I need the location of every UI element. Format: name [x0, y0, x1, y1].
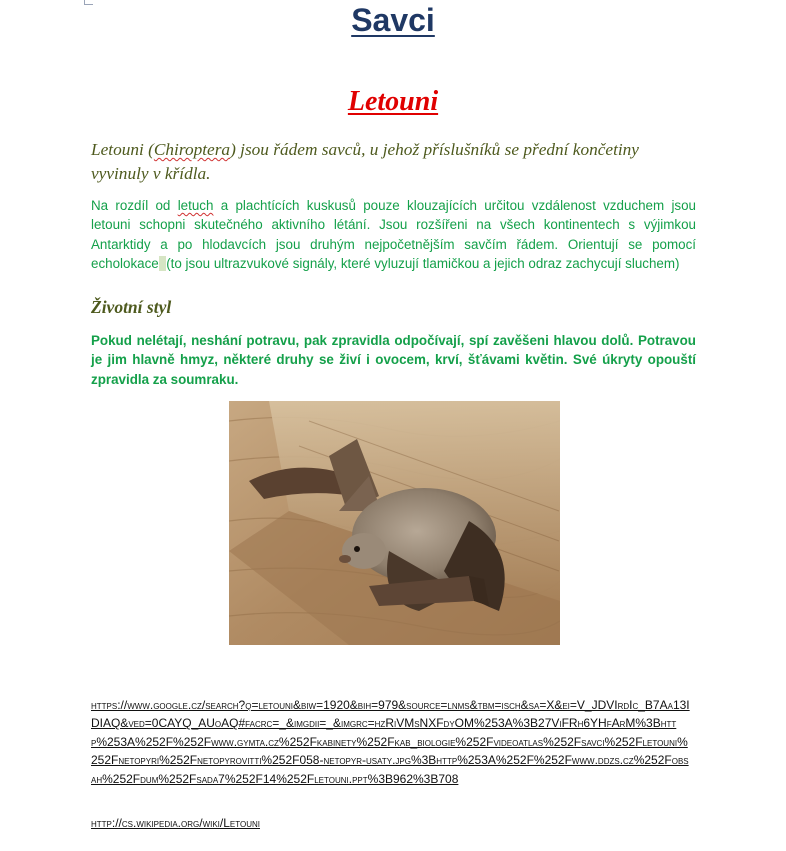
bat-photo [229, 401, 560, 645]
intro-before: Letouni ( [91, 140, 154, 159]
description-paragraph [91, 196, 696, 273]
intro-paragraph [91, 138, 691, 186]
section-heading-text: Letouni [347, 86, 439, 117]
latin-name: Chiroptera [153, 140, 231, 159]
subsection-title: Životní styl [91, 297, 172, 317]
word-letuch: letuch [177, 198, 214, 213]
intro-after: ) jsou řádem savců, u jehož příslušníků se přední končetiny vyvinuly v křídla. [91, 140, 639, 183]
lifestyle-paragraph: Pokud nelétají, neshání potravu, pak zpravidla odpočívají, spí zavěšeni hlavou dolů. Potravou je jim hlavně hmyz, některé druhy se živí i ovocem, krví, šťávami květin. Své úkryty opouští zpravidla za soumraku. [91, 333, 696, 387]
bat-image [229, 401, 560, 645]
para1-part2: a plachtících kuskusů pouze klouzajících určitou vzdálenost vzduchem jsou letouni schopni skutečného aktivního létání. Jsou rozšířeni na všech kontinentech s výjimkou Antarktidy a po hlodavcích jsou druhým nejpočetnějším savčím řádem. Orientují se pomocí echolokace [91, 198, 697, 271]
para1-part3: (to jsou ultrazvukové signály, které vyluzují tlamičkou a jejich odraz zachycují sluchem) [166, 255, 680, 271]
image-source-link[interactable]: https://www.google.cz/search?q=letouni&biw=1920&bih=979&source=lnms&tbm=isch&sa=X&ei=V_JDVIrdIc_B7Aa13IDIAQ&ved=0CAYQ_AUoAQ#facrc=_&imgdii=_&imgrc=hzRiVMsNXFdyOM%253A%3B27ViFRh6YHfArM%3Bhttp%253A%252F%252Fwww.gymta.cz%252Fkabinety%252Fkab_biologie%252Fvideoatlas%252Fsavci%252Fletouni%252Fnetopyri%252Fnetopyrovitti%252F058-netopyr-usaty.jpg%3Bhttp%253A%252F%252Fwww.ddzs.cz%252Fobsah%252Fdum%252Fsada7%252F14%252Fletouni.ppt%3B962%3B708 [91, 698, 690, 786]
wikipedia-link[interactable]: http://cs.wikipedia.org/wiki/Letouni [91, 816, 260, 830]
para1-part1: Na rozdíl od [91, 198, 178, 213]
section-heading [0, 86, 786, 118]
document-title-text: Savci [351, 2, 435, 38]
document-title [0, 2, 786, 39]
